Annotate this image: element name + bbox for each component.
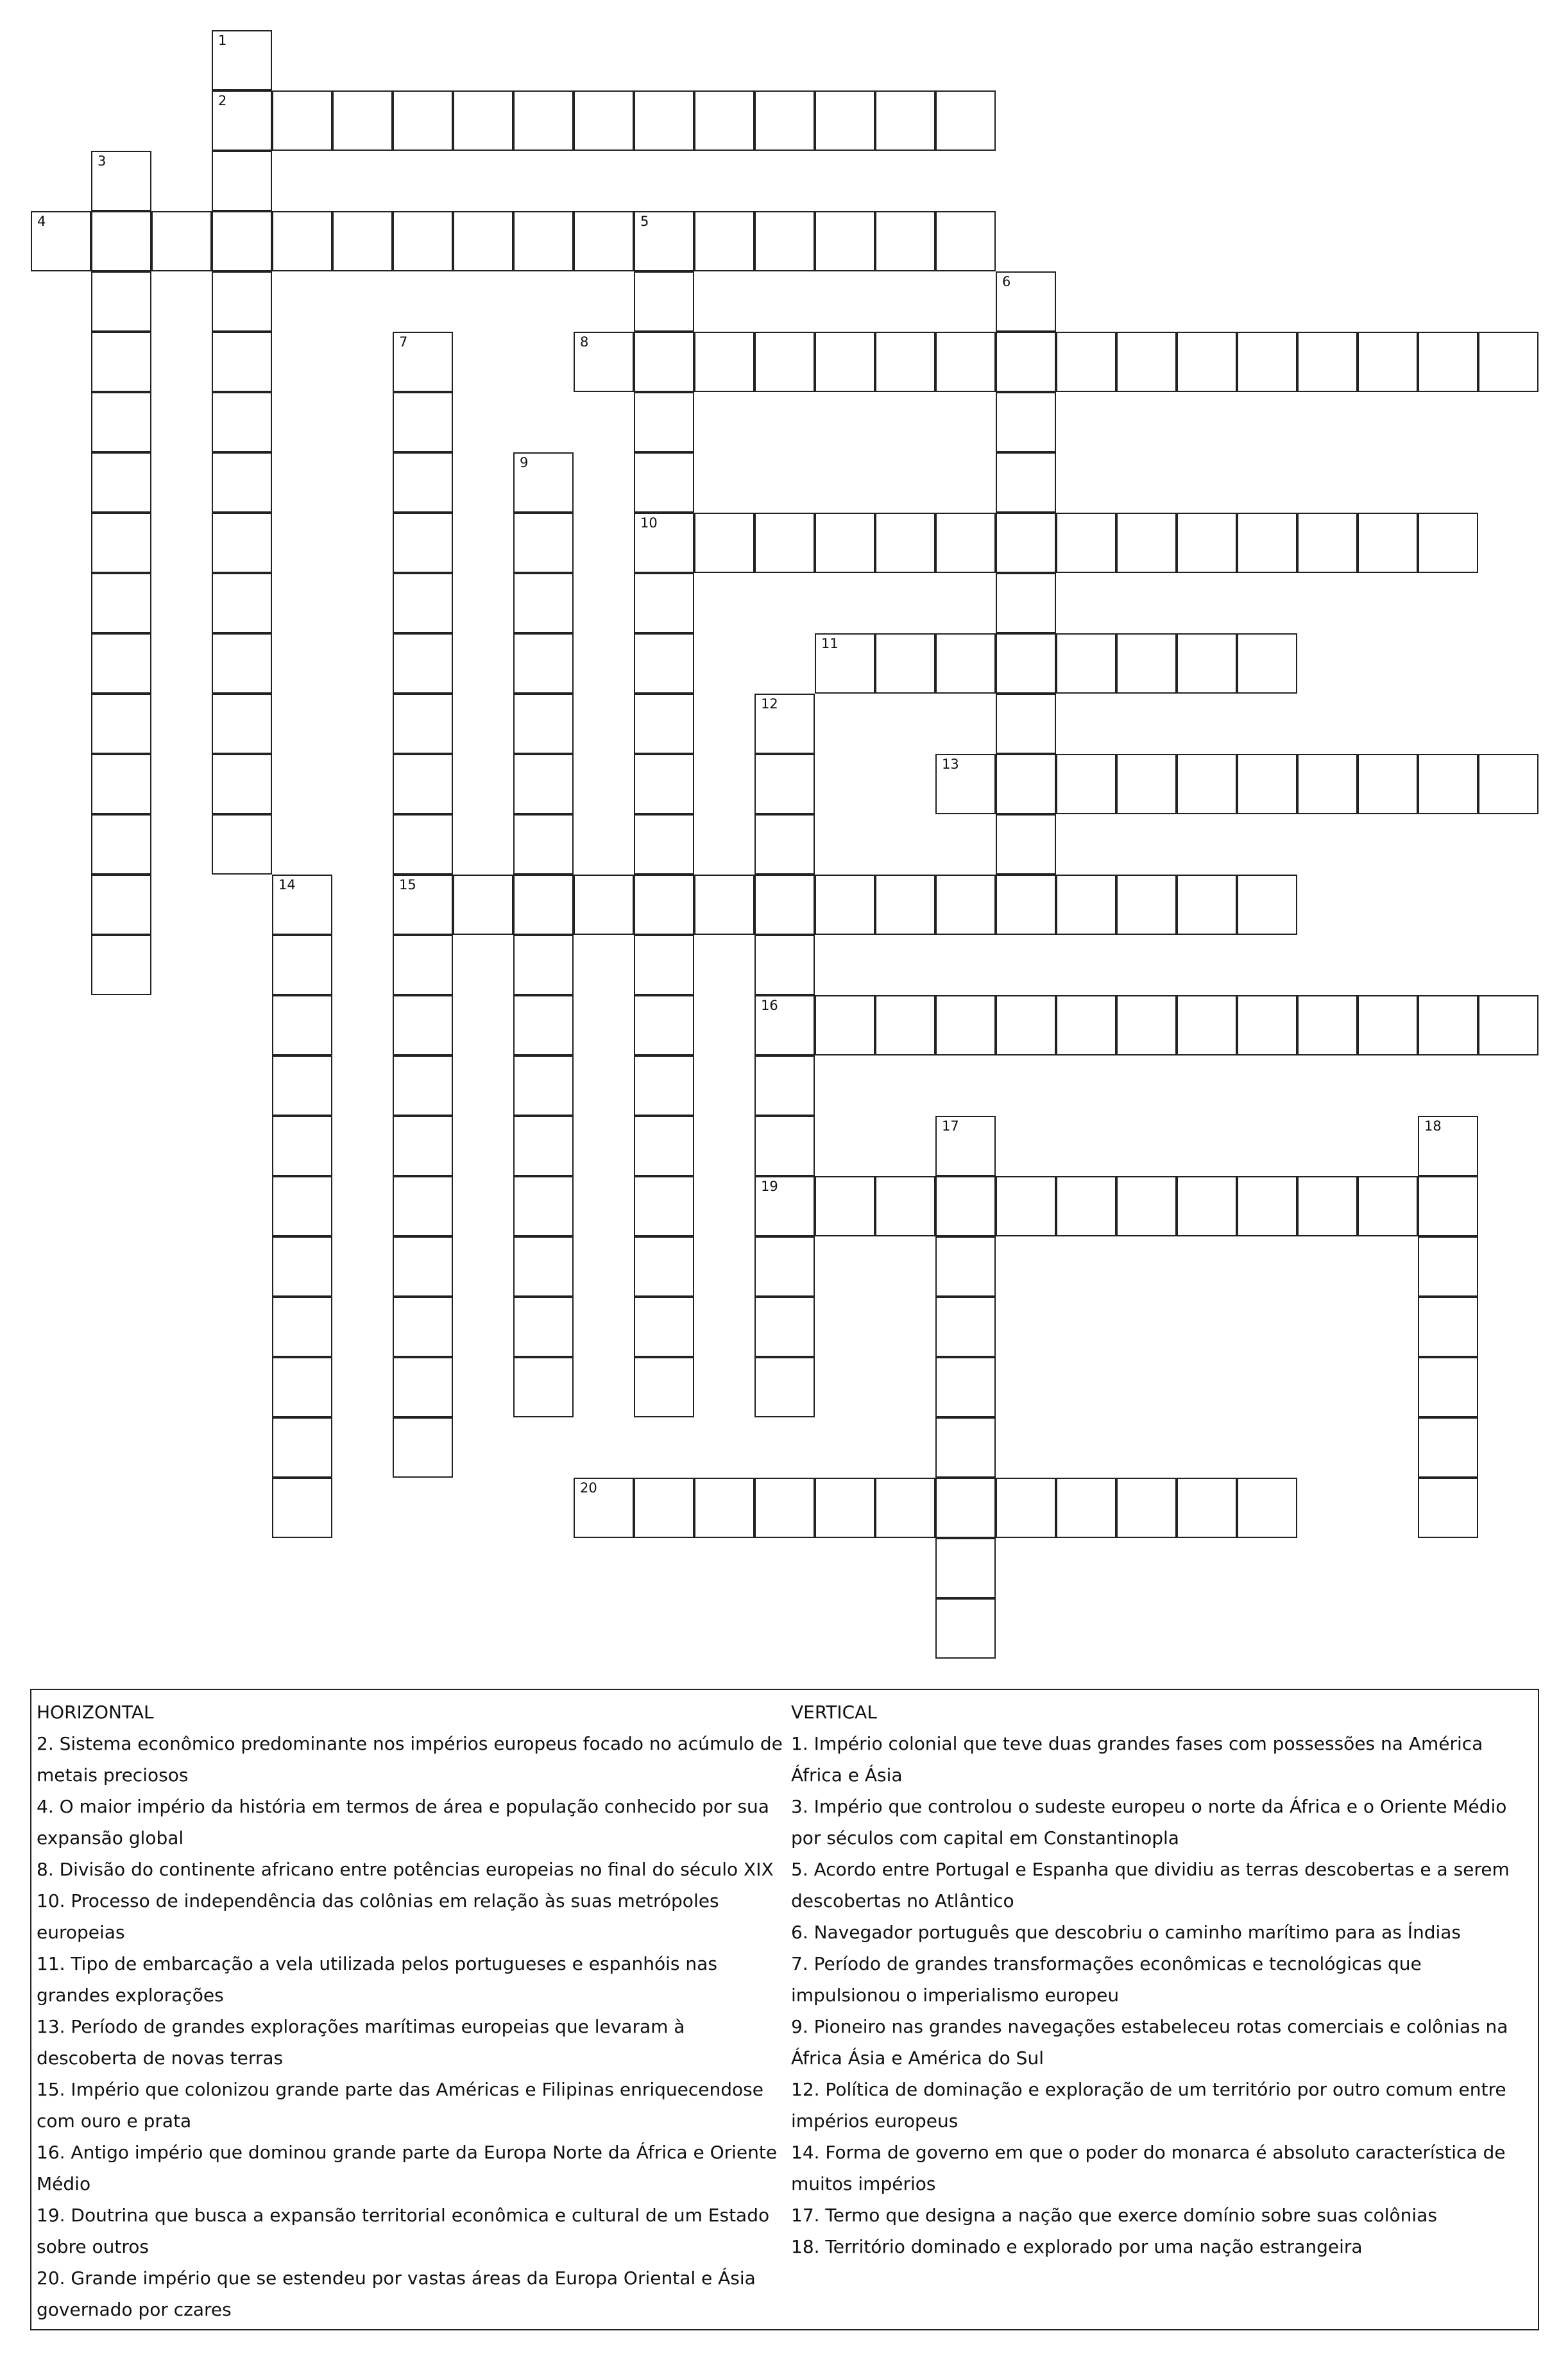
horizontal-clue: 15. Império que colonizou grande parte das Américas e Filipinas enriquecendose com ouro e prata — [37, 2079, 763, 2132]
vertical-clue: 6. Navegador português que descobriu o caminho marítimo para as Índias — [791, 1922, 1461, 1943]
crossword-cell[interactable] — [996, 452, 1056, 513]
crossword-cell[interactable] — [513, 90, 574, 151]
crossword-cell[interactable] — [574, 90, 634, 151]
crossword-cell[interactable] — [212, 392, 272, 452]
crossword-cell[interactable] — [634, 271, 694, 332]
crossword-cell[interactable] — [935, 1598, 996, 1659]
crossword-cell[interactable] — [574, 211, 634, 271]
crossword-cell[interactable] — [393, 995, 453, 1055]
crossword-cell[interactable] — [935, 513, 996, 573]
clues-box — [30, 1689, 1539, 2330]
crossword-cell[interactable] — [634, 513, 694, 573]
crossword-cell[interactable] — [1358, 1176, 1418, 1236]
clue-number: 7 — [399, 334, 408, 350]
crossword-cell[interactable] — [1297, 1176, 1358, 1236]
crossword-cell[interactable] — [815, 211, 875, 271]
clue-number: 14 — [278, 877, 296, 893]
crossword-cell[interactable] — [875, 995, 935, 1055]
crossword-cell[interactable] — [513, 814, 574, 875]
crossword-cell[interactable] — [272, 1055, 332, 1116]
crossword-cell[interactable] — [1478, 754, 1538, 814]
crossword-cell[interactable] — [393, 90, 453, 151]
crossword-cell[interactable] — [634, 90, 694, 151]
crossword-cell[interactable] — [212, 513, 272, 573]
crossword-cell[interactable] — [935, 754, 996, 814]
crossword-cell[interactable] — [754, 814, 815, 875]
crossword-cell[interactable] — [393, 694, 453, 754]
clue-number: 17 — [942, 1118, 959, 1134]
crossword-cell[interactable] — [272, 995, 332, 1055]
crossword-cell[interactable] — [634, 1055, 694, 1116]
crossword-cell[interactable] — [513, 211, 574, 271]
crossword-cell[interactable] — [875, 633, 935, 694]
crossword-cell[interactable] — [513, 1236, 574, 1297]
crossword-cell[interactable] — [513, 935, 574, 995]
crossword-cell[interactable] — [1177, 875, 1237, 935]
crossword-cell[interactable] — [634, 573, 694, 633]
crossword-cell[interactable] — [996, 814, 1056, 875]
crossword-cell[interactable] — [393, 452, 453, 513]
crossword-cell[interactable] — [1237, 1176, 1297, 1236]
crossword-cell[interactable] — [754, 1055, 815, 1116]
crossword-cell[interactable] — [574, 332, 634, 392]
crossword-cell[interactable] — [875, 1478, 935, 1538]
crossword-cell[interactable] — [815, 1478, 875, 1538]
crossword-cell[interactable] — [212, 332, 272, 392]
crossword-cell[interactable] — [272, 875, 332, 935]
crossword-cell[interactable] — [513, 694, 574, 754]
crossword-cell[interactable] — [634, 935, 694, 995]
crossword-cell[interactable] — [935, 1116, 996, 1176]
crossword-cell[interactable] — [754, 875, 815, 935]
crossword-cell[interactable] — [1116, 1176, 1177, 1236]
crossword-cell[interactable] — [574, 875, 634, 935]
crossword-cell[interactable] — [1237, 995, 1297, 1055]
crossword-cell[interactable] — [935, 211, 996, 271]
crossword-cell[interactable] — [1116, 513, 1177, 573]
crossword-cell[interactable] — [31, 211, 91, 271]
crossword-cell[interactable] — [393, 513, 453, 573]
crossword-cell[interactable] — [393, 1297, 453, 1357]
crossword-cell[interactable] — [996, 271, 1056, 332]
crossword-cell[interactable] — [91, 513, 151, 573]
crossword-cell[interactable] — [212, 90, 272, 151]
crossword-cell[interactable] — [754, 1236, 815, 1297]
crossword-cell[interactable] — [875, 90, 935, 151]
crossword-cell[interactable] — [754, 1176, 815, 1236]
crossword-cell[interactable] — [212, 754, 272, 814]
crossword-cell[interactable] — [393, 814, 453, 875]
clue-number: 6 — [1002, 274, 1011, 289]
horizontal-clue: 4. O maior império da história em termos de área e população conhecido por sua expansão global — [37, 1796, 769, 1849]
crossword-cell[interactable] — [212, 814, 272, 875]
crossword-cell[interactable] — [996, 1176, 1056, 1236]
crossword-cell[interactable] — [1418, 1236, 1478, 1297]
crossword-cell[interactable] — [815, 332, 875, 392]
crossword-cell[interactable] — [272, 1116, 332, 1176]
crossword-cell[interactable] — [513, 1357, 574, 1417]
crossword-cell[interactable] — [393, 1357, 453, 1417]
clue-number: 4 — [37, 214, 46, 229]
crossword-cell[interactable] — [754, 1116, 815, 1176]
crossword-cell[interactable] — [634, 995, 694, 1055]
crossword-cell[interactable] — [1177, 995, 1237, 1055]
crossword-cell[interactable] — [212, 30, 272, 90]
crossword-cell[interactable] — [634, 392, 694, 452]
crossword-cell[interactable] — [91, 694, 151, 754]
crossword-cell[interactable] — [513, 1055, 574, 1116]
crossword-cell[interactable] — [91, 452, 151, 513]
crossword-cell[interactable] — [996, 633, 1056, 694]
crossword-cell[interactable] — [272, 1297, 332, 1357]
crossword-cell[interactable] — [574, 1478, 634, 1538]
crossword-cell[interactable] — [1478, 995, 1538, 1055]
crossword-cell[interactable] — [754, 694, 815, 754]
crossword-cell[interactable] — [1358, 754, 1418, 814]
crossword-cell[interactable] — [1177, 513, 1237, 573]
crossword-cell[interactable] — [634, 633, 694, 694]
crossword-cell[interactable] — [1237, 754, 1297, 814]
crossword-cell[interactable] — [754, 513, 815, 573]
crossword-cell[interactable] — [996, 754, 1056, 814]
clue-number: 12 — [761, 696, 778, 712]
crossword-cell[interactable] — [694, 90, 754, 151]
crossword-cell[interactable] — [754, 754, 815, 814]
clue-number: 18 — [1424, 1118, 1442, 1134]
crossword-cell[interactable] — [754, 1297, 815, 1357]
crossword-cell[interactable] — [875, 513, 935, 573]
crossword-cell[interactable] — [1116, 332, 1177, 392]
crossword-cell[interactable] — [1116, 754, 1177, 814]
crossword-cell[interactable] — [1237, 1478, 1297, 1538]
crossword-cell[interactable] — [694, 1478, 754, 1538]
crossword-cell[interactable] — [935, 1297, 996, 1357]
crossword-cell[interactable] — [393, 875, 453, 935]
clue-number: 8 — [580, 334, 589, 350]
clue-number: 19 — [761, 1179, 778, 1194]
crossword-cell[interactable] — [935, 875, 996, 935]
clue-number: 15 — [399, 877, 416, 893]
clue-number: 3 — [98, 153, 107, 169]
crossword-cell[interactable] — [754, 90, 815, 151]
crossword-cell[interactable] — [1418, 1357, 1478, 1417]
crossword-cell[interactable] — [1418, 995, 1478, 1055]
crossword-cell[interactable] — [1418, 1176, 1478, 1236]
crossword-cell[interactable] — [393, 1176, 453, 1236]
crossword-cell[interactable] — [212, 452, 272, 513]
crossword-cell[interactable] — [875, 211, 935, 271]
crossword-cell[interactable] — [1418, 1116, 1478, 1176]
crossword-cell[interactable] — [1297, 754, 1358, 814]
crossword-cell[interactable] — [634, 1176, 694, 1236]
crossword-cell[interactable] — [996, 513, 1056, 573]
crossword-cell[interactable] — [754, 995, 815, 1055]
crossword-cell[interactable] — [875, 875, 935, 935]
crossword-cell[interactable] — [935, 995, 996, 1055]
crossword-cell[interactable] — [815, 1176, 875, 1236]
crossword-cell[interactable] — [1056, 1478, 1116, 1538]
crossword-cell[interactable] — [91, 392, 151, 452]
crossword-cell[interactable] — [996, 875, 1056, 935]
crossword-cell[interactable] — [1418, 332, 1478, 392]
crossword-cell[interactable] — [815, 633, 875, 694]
crossword-cell[interactable] — [513, 754, 574, 814]
crossword-cell[interactable] — [91, 271, 151, 332]
crossword-cell[interactable] — [815, 995, 875, 1055]
clue-number: 1 — [218, 33, 227, 48]
clue-number: 10 — [640, 515, 658, 531]
clue-number: 11 — [821, 636, 839, 651]
crossword-cell[interactable] — [393, 633, 453, 694]
crossword-cell[interactable] — [91, 151, 151, 211]
crossword-cell[interactable] — [996, 995, 1056, 1055]
crossword-cell[interactable] — [1237, 513, 1297, 573]
crossword-cell[interactable] — [332, 90, 393, 151]
crossword-cell[interactable] — [996, 1478, 1056, 1538]
crossword-cell[interactable] — [1358, 995, 1418, 1055]
vertical-clue: 14. Forma de governo em que o poder do monarca é absoluto característica de muitos impérios — [791, 2142, 1506, 2194]
clue-number: 5 — [640, 214, 649, 229]
crossword-cell[interactable] — [935, 1176, 996, 1236]
crossword-cell[interactable] — [272, 1417, 332, 1478]
crossword-cell[interactable] — [393, 211, 453, 271]
crossword-cell[interactable] — [1177, 633, 1237, 694]
crossword-cell[interactable] — [1297, 995, 1358, 1055]
crossword-cell[interactable] — [513, 1176, 574, 1236]
horizontal-clue: 19. Doutrina que busca a expansão territorial econômica e cultural de um Estado sobre outros — [37, 2205, 770, 2257]
crossword-cell[interactable] — [91, 875, 151, 935]
clue-number: 13 — [942, 756, 959, 772]
crossword-cell[interactable] — [272, 211, 332, 271]
crossword-cell[interactable] — [1056, 1176, 1116, 1236]
vertical-clue-list — [791, 1728, 1535, 2262]
crossword-cell[interactable] — [1177, 1176, 1237, 1236]
crossword-cell[interactable] — [935, 332, 996, 392]
horizontal-clue: 2. Sistema econômico predominante nos impérios europeus focado no acúmulo de metais preciosos — [37, 1733, 783, 1786]
crossword-cell[interactable] — [212, 151, 272, 211]
vertical-clue: 9. Pioneiro nas grandes navegações estabeleceu rotas comerciais e colônias na África Ásia e América do Sul — [791, 2016, 1508, 2069]
crossword-cell[interactable] — [91, 332, 151, 392]
horizontal-clue: 20. Grande império que se estendeu por vastas áreas da Europa Oriental e Ásia governado por czares — [37, 2268, 756, 2320]
crossword-cell[interactable] — [754, 1357, 815, 1417]
vertical-clue: 3. Império que controlou o sudeste europeu o norte da África e o Oriente Médio por séculos com capital em Constantinopla — [791, 1796, 1507, 1849]
crossword-cell[interactable] — [754, 935, 815, 995]
crossword-cell[interactable] — [513, 452, 574, 513]
crossword-cell[interactable] — [1418, 1297, 1478, 1357]
crossword-cell[interactable] — [1237, 633, 1297, 694]
crossword-cell[interactable] — [1056, 875, 1116, 935]
crossword-cell[interactable] — [1056, 513, 1116, 573]
crossword-cell[interactable] — [393, 1116, 453, 1176]
crossword-cell[interactable] — [815, 513, 875, 573]
crossword-cell[interactable] — [634, 694, 694, 754]
crossword-cell[interactable] — [91, 633, 151, 694]
crossword-cell[interactable] — [1358, 513, 1418, 573]
crossword-cell[interactable] — [754, 332, 815, 392]
crossword-cell[interactable] — [393, 392, 453, 452]
crossword-cell[interactable] — [272, 1236, 332, 1297]
crossword-cell[interactable] — [212, 573, 272, 633]
crossword-cell[interactable] — [1418, 754, 1478, 814]
horizontal-clue: 8. Divisão do continente africano entre potências europeias no final do século XIX — [37, 1859, 774, 1880]
clue-number: 9 — [520, 455, 529, 470]
crossword-cell[interactable] — [1418, 513, 1478, 573]
crossword-cell[interactable] — [212, 271, 272, 332]
clue-number: 16 — [761, 998, 778, 1013]
horizontal-clue: 16. Antigo império que dominou grande parte da Europa Norte da África e Oriente Médio — [37, 2142, 778, 2194]
horizontal-clue-list — [37, 1728, 784, 2325]
vertical-clues-column — [791, 1696, 1535, 2262]
crossword-cell[interactable] — [1237, 875, 1297, 935]
crossword-cell[interactable] — [1116, 633, 1177, 694]
vertical-clue: 12. Política de dominação e exploração de um território por outro comum entre impérios europeus — [791, 2079, 1506, 2132]
crossword-cell[interactable] — [634, 1478, 694, 1538]
crossword-cell[interactable] — [694, 513, 754, 573]
crossword-cell[interactable] — [1297, 513, 1358, 573]
horizontal-clue: 13. Período de grandes explorações marítimas europeias que levaram à descoberta de novas terras — [37, 2016, 685, 2069]
crossword-cell[interactable] — [393, 754, 453, 814]
crossword-cell[interactable] — [272, 1176, 332, 1236]
crossword-cell[interactable] — [694, 211, 754, 271]
crossword-cell[interactable] — [272, 935, 332, 995]
crossword-cell[interactable] — [694, 875, 754, 935]
crossword-cell[interactable] — [935, 1478, 996, 1538]
crossword-cell[interactable] — [513, 633, 574, 694]
crossword-cell[interactable] — [875, 332, 935, 392]
vertical-title: VERTICAL — [791, 1702, 877, 1723]
crossword-cell[interactable] — [513, 875, 574, 935]
crossword-cell[interactable] — [453, 211, 513, 271]
crossword-cell[interactable] — [875, 1176, 935, 1236]
vertical-clue: 17. Termo que designa a nação que exerce domínio sobre suas colônias — [791, 2205, 1437, 2226]
crossword-cell[interactable] — [1116, 1478, 1177, 1538]
crossword-cell[interactable] — [634, 1236, 694, 1297]
crossword-cell[interactable] — [1116, 875, 1177, 935]
crossword-cell[interactable] — [1177, 1478, 1237, 1538]
crossword-cell[interactable] — [212, 633, 272, 694]
horizontal-clue: 10. Processo de independência das colônias em relação às suas metrópoles europeias — [37, 1890, 719, 1943]
crossword-cell[interactable] — [634, 1116, 694, 1176]
crossword-cell[interactable] — [91, 935, 151, 995]
crossword-cell[interactable] — [634, 211, 694, 271]
crossword-cell[interactable] — [935, 1417, 996, 1478]
crossword-cell[interactable] — [212, 211, 272, 271]
crossword-cell[interactable] — [393, 1055, 453, 1116]
crossword-cell[interactable] — [935, 1236, 996, 1297]
crossword-cell[interactable] — [935, 633, 996, 694]
crossword-cell[interactable] — [815, 875, 875, 935]
crossword-cell[interactable] — [513, 1116, 574, 1176]
crossword-cell[interactable] — [1418, 1417, 1478, 1478]
crossword-cell[interactable] — [1177, 332, 1237, 392]
crossword-cell[interactable] — [272, 1357, 332, 1417]
crossword-cell[interactable] — [91, 573, 151, 633]
crossword-cell[interactable] — [634, 1297, 694, 1357]
crossword-cell[interactable] — [1237, 332, 1297, 392]
crossword-cell[interactable] — [754, 211, 815, 271]
crossword-cell[interactable] — [935, 1357, 996, 1417]
crossword-cell[interactable] — [1478, 332, 1538, 392]
crossword-cell[interactable] — [996, 332, 1056, 392]
crossword-cell[interactable] — [513, 573, 574, 633]
crossword-cell[interactable] — [1056, 995, 1116, 1055]
crossword-cell[interactable] — [634, 814, 694, 875]
crossword-cell[interactable] — [332, 211, 393, 271]
crossword-cell[interactable] — [212, 694, 272, 754]
crossword-cell[interactable] — [513, 513, 574, 573]
crossword-cell[interactable] — [634, 1357, 694, 1417]
crossword-cell[interactable] — [91, 814, 151, 875]
crossword-cell[interactable] — [393, 1236, 453, 1297]
crossword-cell[interactable] — [91, 211, 151, 271]
crossword-cell[interactable] — [815, 90, 875, 151]
clue-number: 20 — [580, 1480, 597, 1496]
crossword-cell[interactable] — [151, 211, 212, 271]
crossword-cell[interactable] — [513, 1297, 574, 1357]
vertical-clue: 18. Território dominado e explorado por uma nação estrangeira — [791, 2236, 1363, 2257]
vertical-clue: 5. Acordo entre Portugal e Espanha que dividiu as terras descobertas e a serem descobertas no Atlântico — [791, 1859, 1510, 1911]
crossword-cell[interactable] — [694, 332, 754, 392]
crossword-cell[interactable] — [393, 332, 453, 392]
crossword-cell[interactable] — [453, 90, 513, 151]
crossword-cell[interactable] — [1056, 633, 1116, 694]
crossword-cell[interactable] — [513, 995, 574, 1055]
crossword-cell[interactable] — [393, 573, 453, 633]
crossword-cell[interactable] — [754, 1478, 815, 1538]
crossword-cell[interactable] — [272, 90, 332, 151]
horizontal-clue: 11. Tipo de embarcação a vela utilizada pelos portugueses e espanhóis nas grandes explorações — [37, 1953, 717, 2006]
crossword-cell[interactable] — [1297, 332, 1358, 392]
crossword-cell[interactable] — [453, 875, 513, 935]
crossword-cell[interactable] — [393, 1417, 453, 1478]
crossword-cell[interactable] — [91, 754, 151, 814]
vertical-clue: 7. Período de grandes transformações econômicas e tecnológicas que impulsionou o imperialismo europeu — [791, 1953, 1422, 2006]
vertical-clue: 1. Império colonial que teve duas grandes fases com possessões na América África e Ásia — [791, 1733, 1483, 1786]
crossword-cell[interactable] — [634, 875, 694, 935]
crossword-cell[interactable] — [1116, 995, 1177, 1055]
crossword-cell[interactable] — [1418, 1478, 1478, 1538]
crossword-cell[interactable] — [393, 935, 453, 995]
crossword-cell[interactable] — [634, 754, 694, 814]
crossword-cell[interactable] — [935, 1538, 996, 1598]
crossword-cell[interactable] — [1177, 754, 1237, 814]
crossword-cell[interactable] — [1358, 332, 1418, 392]
crossword-cell[interactable] — [634, 332, 694, 392]
crossword-cell[interactable] — [1056, 332, 1116, 392]
crossword-cell[interactable] — [996, 392, 1056, 452]
crossword-cell[interactable] — [1056, 754, 1116, 814]
crossword-cell[interactable] — [996, 573, 1056, 633]
horizontal-clues-column — [37, 1696, 784, 2325]
crossword-cell[interactable] — [634, 452, 694, 513]
crossword-cell[interactable] — [935, 90, 996, 151]
horizontal-title: HORIZONTAL — [37, 1702, 154, 1723]
clue-number: 2 — [218, 93, 227, 108]
crossword-cell[interactable] — [272, 1478, 332, 1538]
crossword-cell[interactable] — [996, 694, 1056, 754]
